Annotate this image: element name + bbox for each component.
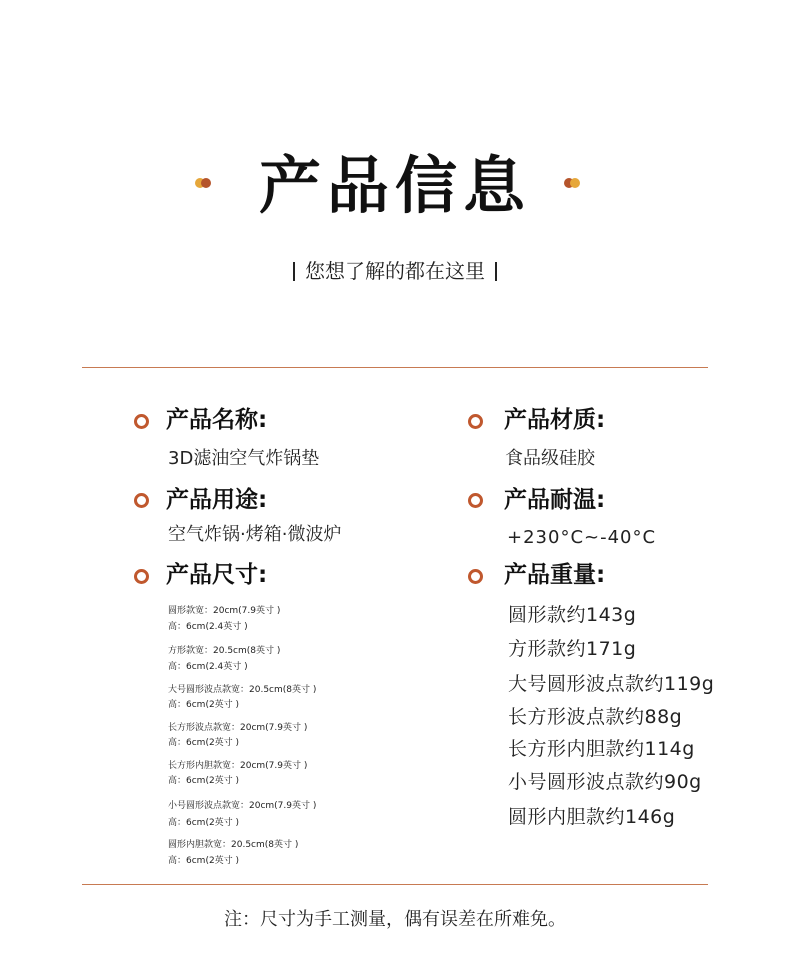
temperature-value: +230°C~-40°C [507,527,657,548]
size-item-height: 高：6cm(2英寸 ) [168,818,240,828]
material-label: 产品材质: [504,407,606,433]
weight-item: 长方形波点款约88g [508,706,683,728]
size-item-height: 高：6cm(2.4英寸 ) [168,622,248,632]
page-title: 产品信息 [258,149,531,222]
size-item-width: 方形款宽：20.5cm(8英寸 ) [168,646,281,656]
name-label: 产品名称: [166,407,268,433]
usage-value: 空气炸锅·烤箱·微波炉 [168,524,342,545]
title-right-dots-icon [564,177,582,189]
name-bullet-icon [134,414,149,429]
weight-item: 圆形内胆款约146g [508,806,676,828]
temperature-label: 产品耐温: [504,487,606,513]
subtitle-right-bar [495,262,497,281]
weight-item: 圆形款约143g [508,604,637,626]
material-bullet-icon [468,414,483,429]
material-value: 食品级硅胶 [505,448,595,469]
weight-item: 方形款约171g [508,638,637,660]
size-item-width: 小号圆形波点款宽：20cm(7.9英寸 ) [168,801,317,811]
size-item-width: 长方形波点款宽：20cm(7.9英寸 ) [168,723,308,733]
subtitle-left-bar [293,262,295,281]
weight-bullet-icon [468,569,483,584]
size-item-width: 圆形款宽：20cm(7.9英寸 ) [168,606,281,616]
size-item-width: 长方形内胆款宽：20cm(7.9英寸 ) [168,761,308,771]
bottom-divider [82,884,708,885]
weight-label: 产品重量: [504,562,606,588]
size-item-height: 高：6cm(2英寸 ) [168,856,240,866]
top-divider [82,367,708,368]
size-item-width: 圆形内胆款宽：20.5cm(8英寸 ) [168,840,299,850]
weight-item: 小号圆形波点款约90g [508,771,702,793]
usage-bullet-icon [134,493,149,508]
size-bullet-icon [134,569,149,584]
temperature-bullet-icon [468,493,483,508]
weight-item: 大号圆形波点款约119g [508,673,715,695]
size-item-height: 高：6cm(2英寸 ) [168,776,240,786]
size-item-height: 高：6cm(2英寸 ) [168,738,240,748]
size-item-height: 高：6cm(2.4英寸 ) [168,662,248,672]
footer-note: 注：尺寸为手工测量，偶有误差在所难免。 [224,909,566,930]
weight-item: 长方形内胆款约114g [508,738,695,760]
size-item-height: 高：6cm(2英寸 ) [168,700,240,710]
usage-label: 产品用途: [166,487,268,513]
size-label: 产品尺寸: [166,562,268,588]
page-subtitle [0,256,790,286]
size-item-width: 大号圆形波点款宽：20.5cm(8英寸 ) [168,685,317,695]
name-value: 3D滤油空气炸锅垫 [168,448,320,469]
subtitle-text: 您想了解的都在这里 [305,259,485,283]
